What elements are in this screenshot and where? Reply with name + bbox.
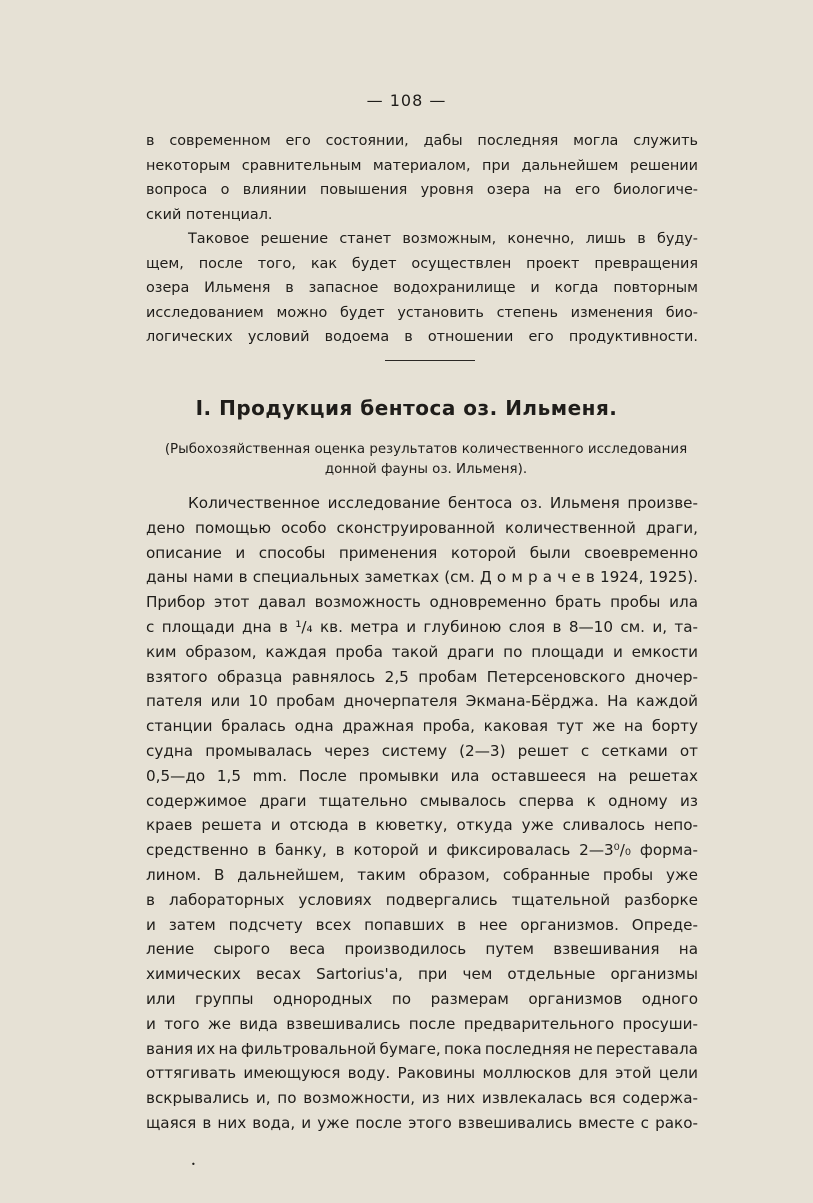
text-line: содержимое драги тщательно смывалось сперва к одному из [146,791,698,810]
text-line: вскрывались и, по возможности, из них извлекалась вся содержа- [146,1089,698,1108]
text-line: Количественное исследование бентоса оз. Ильменя произве- [188,494,698,512]
text-line: описание и способы применения которой были своевременно [146,543,698,562]
page-number: — 108 — [366,91,447,110]
text-line: краев решета и отсюда в кюветку, откуда уже сливалось непо- [146,816,698,835]
text-line: с площади дна в ¹/₄ кв. метра и глубиною слоя в 8—10 см. и, та- [146,617,698,636]
text-line: вания их на фильтровальной бумаге, пока последняя не переставала [146,1039,698,1058]
text-line: ким образом, каждая проба такой драги по площади и емкости [146,642,698,661]
section-subtitle [146,440,706,480]
text-line: дено помощью особо сконструированной количественной драги, [146,518,698,537]
text-line: некоторым сравнительным материалом, при дальнейшем решении [146,157,698,174]
text-line: и того же вида взвешивались после предварительного просуши- [146,1014,698,1033]
text-line: и затем подсчету всех попавших в нее организмов. Опреде- [146,915,698,934]
text-line: щаяся в них вода, и уже после этого взвешивались вместе с рако- [146,1113,698,1132]
text-line: или группы однородных по размерам организмов одного [146,989,698,1008]
text-line: Таковое решение станет возможным, конечно, лишь в буду- [188,231,698,247]
subtitle-line: донной фауны оз. Ильменя). [324,462,528,477]
text-line: оттягивать имеющуюся воду. Раковины моллюсков для этой цели [146,1064,698,1083]
text-line: судна промывалась через систему (2—3) решет с сетками от [146,741,698,760]
text-line: в современном его состоянии, дабы последняя могла служить [146,133,698,149]
text-line: логических условий водоема в отношении его продуктивности. [146,329,698,345]
text-line: ление сырого веса производилось путем взвешивания на [146,940,698,959]
print-speck: • [191,1160,196,1169]
text-line: средственно в банку, в которой и фиксировалась 2—3⁰/₀ форма- [146,841,698,860]
subtitle-line: (Рыбохозяйственная оценка результатов количественного исследования [164,442,688,457]
text-line: 0,5—до 1,5 mm. После промывки ила оставшееся на решетах [146,766,698,785]
text-line: исследованием можно будет установить степень изменения био- [146,304,698,321]
text-line: химических весах Sartorius'a, при чем отдельные организмы [146,965,698,984]
text-line: ский потенциал. [146,206,273,223]
text-line: лином. В дальнейшем, таким образом, собранные пробы уже [146,865,698,884]
section-heading: I. Продукция бентоса оз. Ильменя. [195,396,618,420]
intro-paragraphs [146,129,698,350]
text-line: даны нами в специальных заметках (см. Д о м р а ч е в 1924, 1925). [146,568,698,587]
section-divider [385,360,475,361]
text-line: станции бралась одна дражная проба, каковая тут же на борту [146,717,698,736]
text-line: взятого образца равнялось 2,5 пробам Петерсеновского дночер- [146,667,698,686]
text-line: в лабораторных условиях подвергались тщательной разборке [146,890,698,909]
text-line: Прибор этот давал возможность одновременно брать пробы ила [146,593,698,612]
body-paragraph [146,491,698,1136]
text-line: пателя или 10 пробам дночерпателя Экмана-Бёрджа. На каждой [146,692,698,711]
text-line: щем, после того, как будет осуществлен проект превращения [146,255,698,272]
text-line: вопроса о влиянии повышения уровня озера на его биологиче- [146,182,698,198]
text-line: озера Ильменя в запасное водохранилище и когда повторным [146,280,698,296]
